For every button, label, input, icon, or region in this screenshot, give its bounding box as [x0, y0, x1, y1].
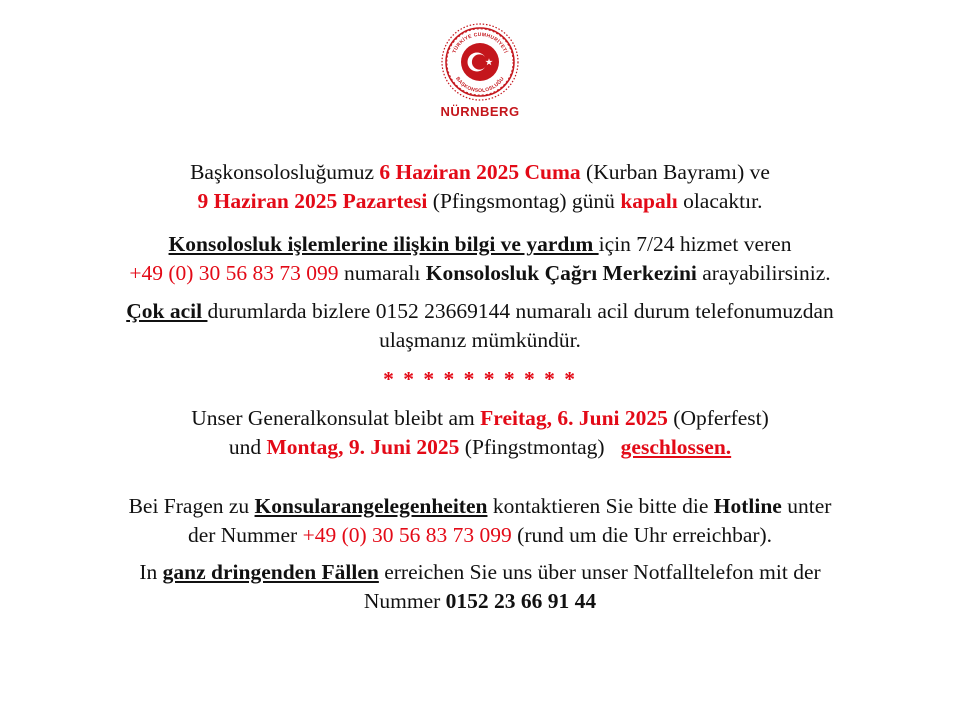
- de-p1-text: Unser Generalkonsulat bleibt am: [191, 406, 481, 430]
- separator-stars: * * * * * * * * * *: [383, 367, 577, 391]
- tr-consular-info-emphasis: Konsolosluk işlemlerine ilişkin bilgi ve yardım: [168, 232, 599, 256]
- tr-p2-text: numaralı: [338, 261, 426, 285]
- de-date-monday: Montag, 9. Juni 2025: [266, 435, 460, 459]
- tr-callcenter-phone: +49 (0) 30 56 83 73 099: [129, 261, 339, 285]
- tr-callcenter-name: Konsolosluk Çağrı Merkezini: [425, 261, 697, 285]
- de-consular-topic: Konsularangelegenheiten: [254, 494, 488, 518]
- tr-p3-text: durumlarda bizlere 0152 23669144 numaralı acil durum telefonumuzdan: [207, 299, 834, 323]
- tr-date-friday: 6 Haziran 2025 Cuma: [379, 160, 581, 184]
- tr-urgent-emphasis: Çok acil: [126, 299, 208, 323]
- de-p1-text: und: [228, 435, 267, 459]
- de-p1-text: (Opferfest): [667, 406, 769, 430]
- de-paragraph-emergency: [0, 558, 960, 616]
- tr-paragraph-closure: [0, 158, 960, 216]
- de-paragraph-closure: [0, 404, 960, 462]
- tr-p2-text: arayabilirsiniz.: [696, 261, 831, 285]
- tr-p1-text: Başkonsolosluğumuz: [190, 160, 380, 184]
- de-urgent-emphasis: ganz dringenden Fällen: [162, 560, 379, 584]
- de-p2-text: unter: [781, 494, 832, 518]
- tr-paragraph-callcenter: [0, 230, 960, 288]
- de-closed-word: geschlossen.: [620, 435, 732, 459]
- de-date-friday: Freitag, 6. Juni 2025: [480, 406, 668, 430]
- tr-date-monday: 9 Haziran 2025 Pazartesi: [197, 189, 428, 213]
- de-p1-text: (Pfingstmontag): [459, 435, 621, 459]
- de-hotline-phone: +49 (0) 30 56 83 73 099: [302, 523, 512, 547]
- seal-top-text: TÜRKİYE CUMHURİYETİ: [451, 31, 509, 55]
- consulate-seal-icon: [440, 22, 520, 102]
- de-paragraph-hotline: [0, 492, 960, 550]
- tr-p1-text: (Kurban Bayramı) ve: [580, 160, 770, 184]
- de-p2-text: (rund um die Uhr erreichbar).: [511, 523, 773, 547]
- de-p3-text: In: [139, 560, 163, 584]
- seal-bottom-text: BAŞKONSOLOSLUĞU: [454, 76, 506, 95]
- de-p3-text: Nummer: [363, 589, 446, 613]
- de-p2-text: der Nummer: [187, 523, 303, 547]
- de-p3-text: erreichen Sie uns über unser Notfalltelefon mit der: [378, 560, 821, 584]
- de-p2-text: Bei Fragen zu: [128, 494, 255, 518]
- de-p2-text: kontaktieren Sie bitte die: [487, 494, 714, 518]
- tr-p1-text: olacaktır.: [677, 189, 763, 213]
- consulate-logo: [0, 22, 960, 119]
- tr-p1-text: (Pfingsmontag) günü: [427, 189, 621, 213]
- tr-p3-text: ulaşmanız mümkündür.: [379, 328, 581, 352]
- announcement: [0, 158, 960, 616]
- de-emergency-phone: 0152 23 66 91 44: [445, 589, 597, 613]
- logo-city: NÜRNBERG: [440, 104, 520, 119]
- de-hotline-word: Hotline: [713, 494, 782, 518]
- tr-closed-word: kapalı: [620, 189, 678, 213]
- tr-paragraph-emergency: [0, 297, 960, 355]
- tr-p2-text: için 7/24 hizmet veren: [598, 232, 792, 256]
